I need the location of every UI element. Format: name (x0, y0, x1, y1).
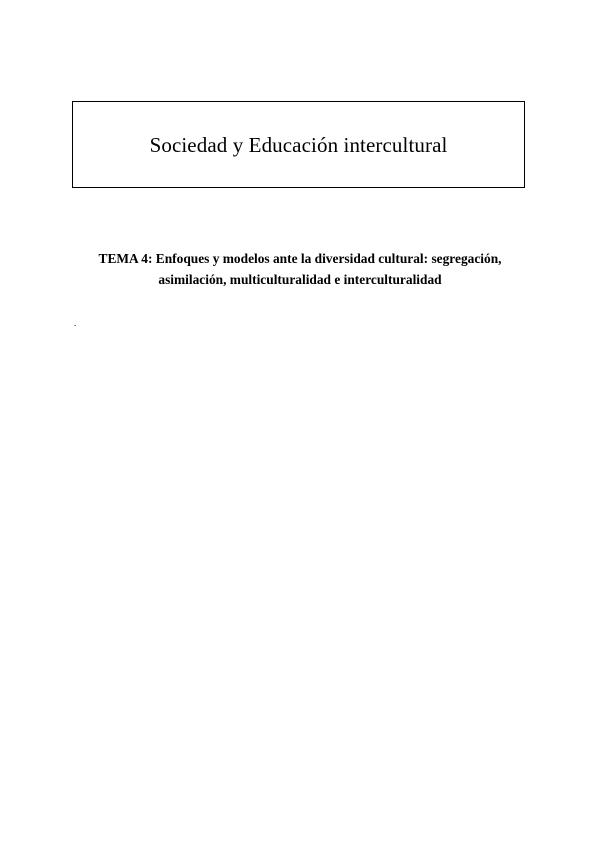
topic-heading (60, 248, 540, 290)
topic-heading-line-1: TEMA 4: Enfoques y modelos ante la diversidad cultural: segregación, (98, 251, 502, 266)
topic-heading-line-2: asimilación, multiculturalidad e interculturalidad (158, 272, 442, 287)
title-box (72, 101, 525, 188)
document-title: Sociedad y Educación intercultural (149, 133, 448, 157)
stray-mark: . (74, 318, 77, 328)
